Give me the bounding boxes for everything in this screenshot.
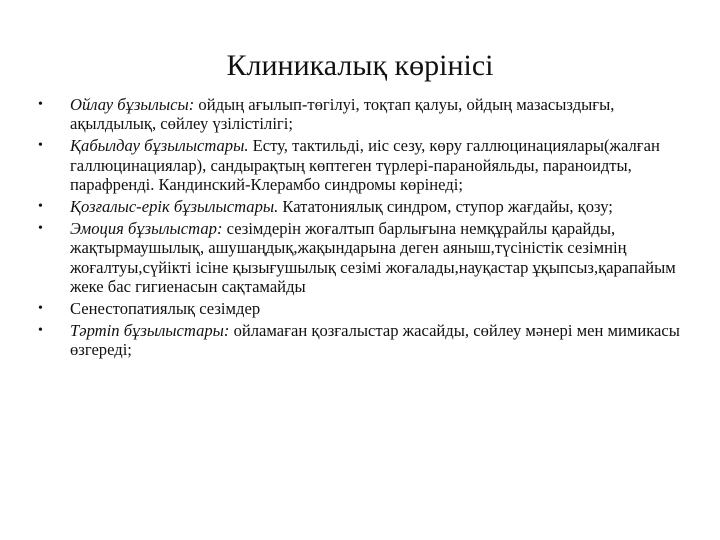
bullet-item-behavior-disorders [38,321,688,359]
bullet-item-emotional-disorders [38,219,688,296]
bullet-icon: • [38,97,43,112]
bullet-term: Қозғалыс-ерік бұзылыстары. [70,197,279,217]
bullet-description: ойламаған қозғалыстар жасайды, сөйлеу мәнері мен мимикасы өзгереді; [70,321,680,360]
slide-title: Клиникалық көрінісі [226,49,494,82]
bullet-description: Есту, тактильді, иіс сезу, көру галлюцинациялары(жалған галлюцинациялар), сандырақтың көптеген түрлері-паранойяльды, параноидты, парафренді. Кандинский-Клерамбо синдромы көрінеді; [70,136,660,194]
bullet-description: Сенестопатиялық сезімдер [70,299,261,319]
bullet-icon: • [38,138,43,154]
bullet-list [38,95,688,363]
bullet-icon: • [38,221,43,237]
bullet-description: сезімдерін жоғалтып барлығына немқұрайлы қарайды, жақтырмаушылық, ашушаңдық,жақындарына деген аяныш,түсіністік сезімнің жоғалтуы,сүйікті ісіне қызығушылық сезімі жоғалады,науқастар ұқыпсыз,қарапайым жеке бас гигиенасын сақтамайды [70,219,676,296]
bullet-icon: • [38,323,43,339]
bullet-term: Эмоция бұзылыстар: [70,219,223,239]
bullet-term: Қабылдау бұзылыстары. [70,136,249,156]
bullet-item-perception-disorders [38,136,688,194]
bullet-term: Тәртіп бұзылыстары: [70,321,230,341]
bullet-item-senestopathic-sensations [38,299,688,318]
bullet-item-thinking-disorders [38,95,688,133]
bullet-description: Кататониялық синдром, ступор жағдайы, қозу; [278,197,613,217]
bullet-icon: • [38,199,43,215]
bullet-item-motor-volitional-disorders [38,197,688,216]
bullet-term: Ойлау бұзылысы: [70,95,195,114]
bullet-description: ойдың ағылып-төгілуі, тоқтап қалуы, ойдың мазасыздығы, ақылдылық, сөйлеу үзілістілігі; [70,95,615,134]
bullet-icon: • [38,301,43,317]
